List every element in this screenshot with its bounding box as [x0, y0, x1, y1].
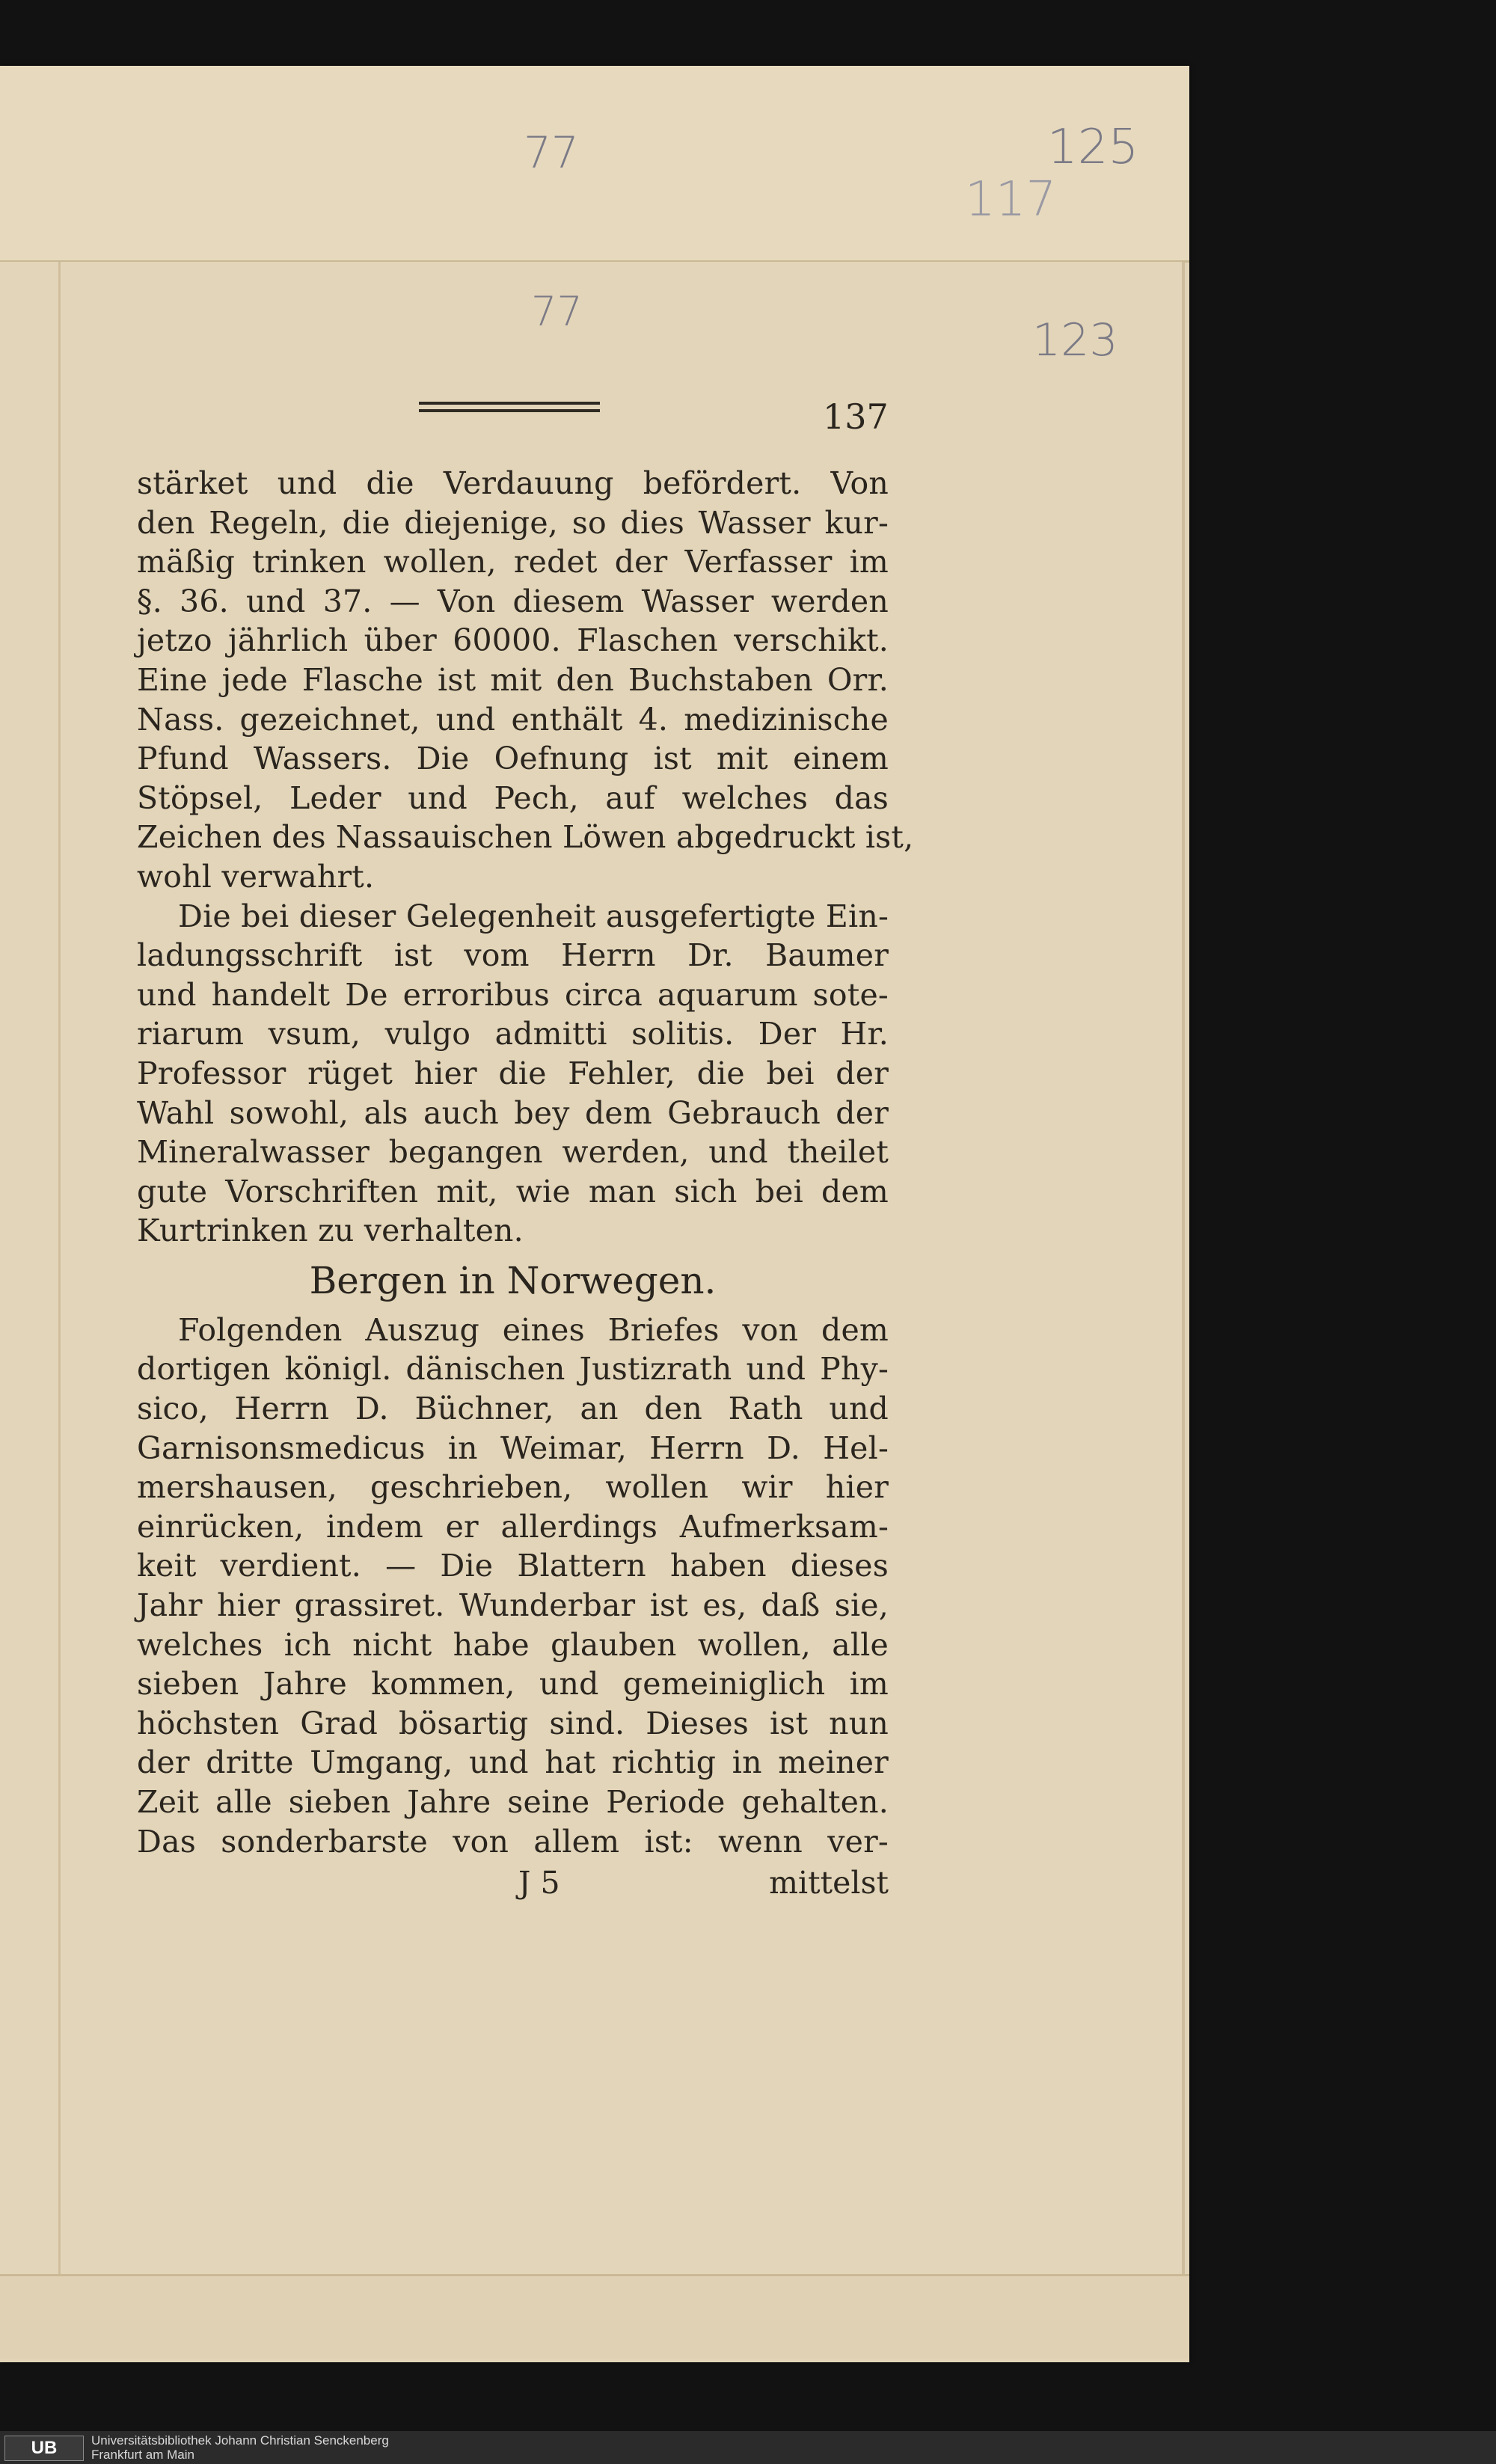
- text-line: wohl verwahrt.: [137, 858, 375, 895]
- header-rule: [419, 402, 600, 412]
- pencil-note-mid-center: 77: [531, 288, 583, 335]
- text-line: Mineralwasser begangen werden, und theilet: [137, 1134, 889, 1171]
- text-line: Folgenden Auszug eines Briefes von dem: [178, 1311, 889, 1348]
- back-leaf-top: [0, 66, 1189, 263]
- text-line: sieben Jahre kommen, und gemeiniglich im: [137, 1666, 889, 1703]
- text-line: riarum vsum, vulgo admitti solitis. Der Hr.: [137, 1016, 889, 1052]
- page-footer-line: [137, 1861, 889, 1904]
- text-line: ladungsschrift ist vom Herrn Dr. Baumer: [137, 937, 889, 974]
- text-line: Eine jede Flasche ist mit den Buchstaben Orr.: [137, 661, 889, 698]
- text-line: den Regeln, die diejenige, so dies Wasser kur-: [137, 504, 889, 541]
- text-line: Stöpsel, Leder und Pech, auf welches das: [137, 779, 889, 816]
- text-line: §. 36. und 37. — Von diesem Wasser werden: [137, 583, 889, 619]
- pencil-note-top-right-2: 117: [965, 172, 1057, 227]
- text-line: keit verdient. — Die Blattern haben dieses: [137, 1548, 889, 1584]
- fold-line: [58, 262, 61, 2274]
- text-line: mershausen, geschrieben, wollen wir hier: [137, 1469, 889, 1506]
- text-line: einrücken, indem er allerdings Aufmerksam-: [137, 1508, 889, 1545]
- library-name: Universitätsbibliothek Johann Christian Senckenberg: [91, 2433, 389, 2448]
- text-line: Jahr hier grassiret. Wunderbar ist es, daß sie,: [137, 1587, 889, 1624]
- paragraph-3: [137, 1311, 889, 1861]
- text-line: jetzo jährlich über 60000. Flaschen verschikt.: [137, 622, 889, 659]
- section-heading: Bergen in Norwegen.: [309, 1258, 717, 1302]
- text-line: dortigen königl. dänischen Justizrath und Phy-: [137, 1351, 889, 1388]
- text-line: sico, Herrn D. Büchner, an den Rath und: [137, 1391, 889, 1427]
- paragraph-1: [137, 464, 914, 897]
- text-line: Nass. gezeichnet, und enthält 4. medizinische: [137, 701, 889, 738]
- pencil-note-top-right-1: 125: [1047, 120, 1139, 175]
- text-line: Garnisonsmedicus in Weimar, Herrn D. Hel-: [137, 1429, 889, 1466]
- text-line: gute Vorschriften mit, wie man sich bei dem: [137, 1173, 889, 1210]
- signature-mark: J 5: [518, 1865, 560, 1901]
- page-number: 137: [823, 396, 889, 437]
- text-line: Zeichen des Nassauischen Löwen abgedruckt ist,: [137, 819, 914, 856]
- text-line: welches ich nicht habe glauben wollen, alle: [137, 1626, 889, 1663]
- text-line: Pfund Wassers. Die Oefnung ist mit einem: [137, 741, 889, 777]
- page-text: [137, 464, 914, 1904]
- catchword: mittelst: [769, 1865, 889, 1901]
- library-location: Frankfurt am Main: [91, 2448, 194, 2462]
- text-line: der dritte Umgang, und hat richtig in meiner: [137, 1744, 889, 1781]
- text-line: Das sonderbarste von allem ist: wenn ver-: [137, 1823, 889, 1860]
- text-line: Wahl sowohl, als auch bey dem Gebrauch der: [137, 1094, 889, 1131]
- text-line: und handelt De erroribus circa aquarum sote-: [137, 976, 889, 1013]
- pencil-note-mid-right: 123: [1032, 314, 1118, 367]
- text-line: Kurtrinken zu verhalten.: [137, 1213, 524, 1249]
- pencil-note-top-center: 77: [524, 127, 579, 178]
- paragraph-2: [137, 897, 889, 1251]
- text-line: Die bei dieser Gelegenheit ausgefertigte Ein-: [178, 898, 889, 934]
- text-line: Zeit alle sieben Jahre seine Periode gehalten.: [137, 1784, 889, 1820]
- text-line: mäßig trinken wollen, redet der Verfasser im: [137, 544, 889, 580]
- text-line: höchsten Grad bösartig sind. Dieses ist nun: [137, 1705, 889, 1741]
- library-footer: [0, 2431, 1496, 2464]
- back-leaf-bottom: [0, 2274, 1189, 2359]
- text-line: stärket und die Verdauung befördert. Von: [137, 465, 889, 501]
- text-line: Professor rüget hier die Fehler, die bei der: [137, 1055, 889, 1091]
- library-logo[interactable]: UB: [4, 2436, 84, 2461]
